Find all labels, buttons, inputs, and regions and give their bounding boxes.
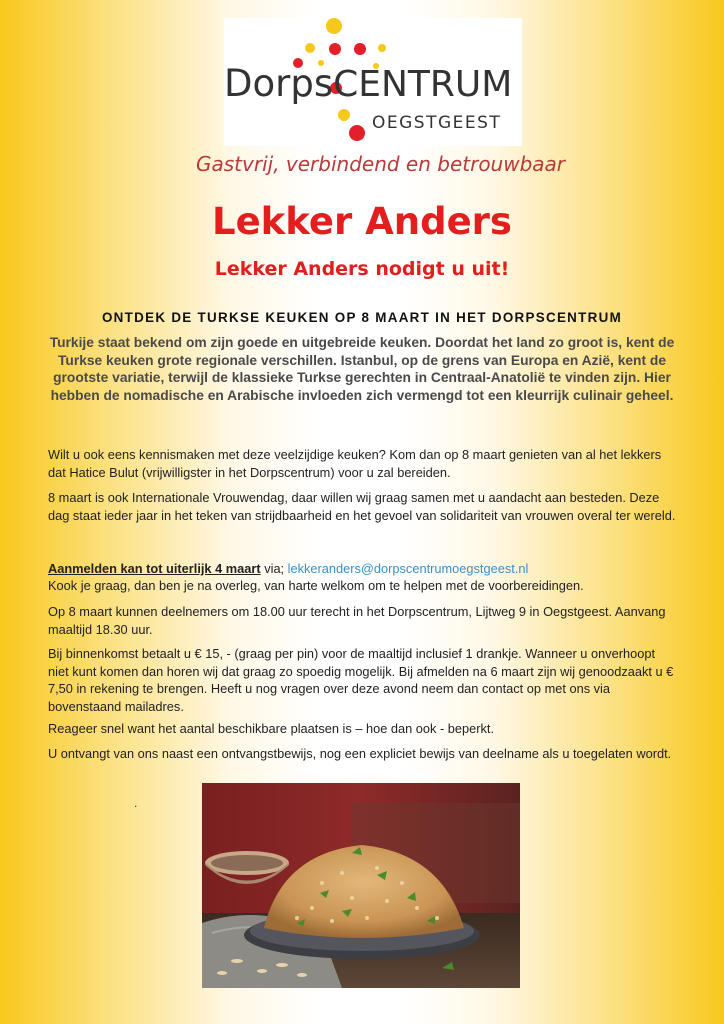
paragraph-payment: Bij binnenkomst betaalt u € 15, - (graag per pin) voor de maaltijd inclusief 1 drankje. Wanneer u onverhoopt niet kunt komen dan horen wij dat graag zo spoedig mogelijk. Bij afmelden na 6 maart zijn wij genoodzaakt u € 7,50 in rekening te brengen. Heeft u nog vragen over deze avond neem dan contact op met ons via bovenstaand mailadres. bbox=[48, 646, 674, 714]
registration-deadline: Aanmelden kan tot uiterlijk 4 maart bbox=[48, 561, 261, 576]
logo bbox=[224, 18, 522, 146]
logo-wordmark: DorpsCENTRUM bbox=[224, 62, 513, 105]
intro-paragraph: Turkije staat bekend om zijn goede en uitgebreide keuken. Doordat het land zo groot is, kent de Turkse keuken grote regionale verschillen. Istanbul, op de grens van Europa en Azië, kent de grootste variatie, terwijl de klassieke Turkse gerechten in Centraal-Anatolië te vinden zijn. Hier hebben de nomadische en Arabische invloeden zich vermengd tot een kleurrijk culinair geheel. bbox=[49, 335, 675, 403]
paragraph-invitation: Wilt u ook eens kennismaken met deze veelzijdige keuken? Kom dan op 8 maart genieten van al het lekkers dat Hatice Bulut (vrijwilligster in het Dorpscentrum) voor u zal bereiden. bbox=[48, 447, 662, 480]
email-link[interactable]: lekkeranders@dorpscentrumoegstgeest.nl bbox=[287, 561, 529, 576]
section-heading: ONTDEK DE TURKSE KEUKEN OP 8 MAART IN HET DORPSCENTRUM bbox=[101, 310, 623, 325]
paragraph-help: Kook je graag, dan ben je na overleg, van harte welkom om te helpen met de voorbereidingen. bbox=[48, 578, 584, 593]
tagline: Gastvrij, verbindend en betrouwbaar bbox=[196, 152, 566, 176]
logo-subname: OEGSTGEEST bbox=[372, 113, 502, 133]
registration-line bbox=[48, 560, 676, 578]
stray-dot: . bbox=[134, 796, 138, 810]
paragraph-limited-places: Reageer snel want het aantal beschikbare plaatsen is – hoe dan ook - beperkt. bbox=[48, 721, 495, 736]
paragraph-confirmation: U ontvangt van ons naast een ontvangstbewijs, nog een expliciet bewijs van deelname als u toegelaten wordt. bbox=[48, 746, 672, 761]
paragraph-time-location: Op 8 maart kunnen deelnemers om 18.00 uur terecht in het Dorpscentrum, Lijtweg 9 in Oegstgeest. Aanvang maaltijd 18.30 uur. bbox=[48, 604, 666, 637]
page-title: Lekker Anders bbox=[212, 200, 512, 243]
food-photo bbox=[202, 783, 520, 988]
paragraph-womens-day: 8 maart is ook Internationale Vrouwendag, daar willen wij graag samen met u aandacht aan besteden. Deze dag staat ieder jaar in het teken van strijdbaarheid en het gevoel van solidariteit van vrouwen overal ter wereld. bbox=[48, 490, 676, 523]
registration-via: via; bbox=[260, 561, 288, 576]
page-subtitle: Lekker Anders nodigt u uit! bbox=[214, 258, 510, 280]
